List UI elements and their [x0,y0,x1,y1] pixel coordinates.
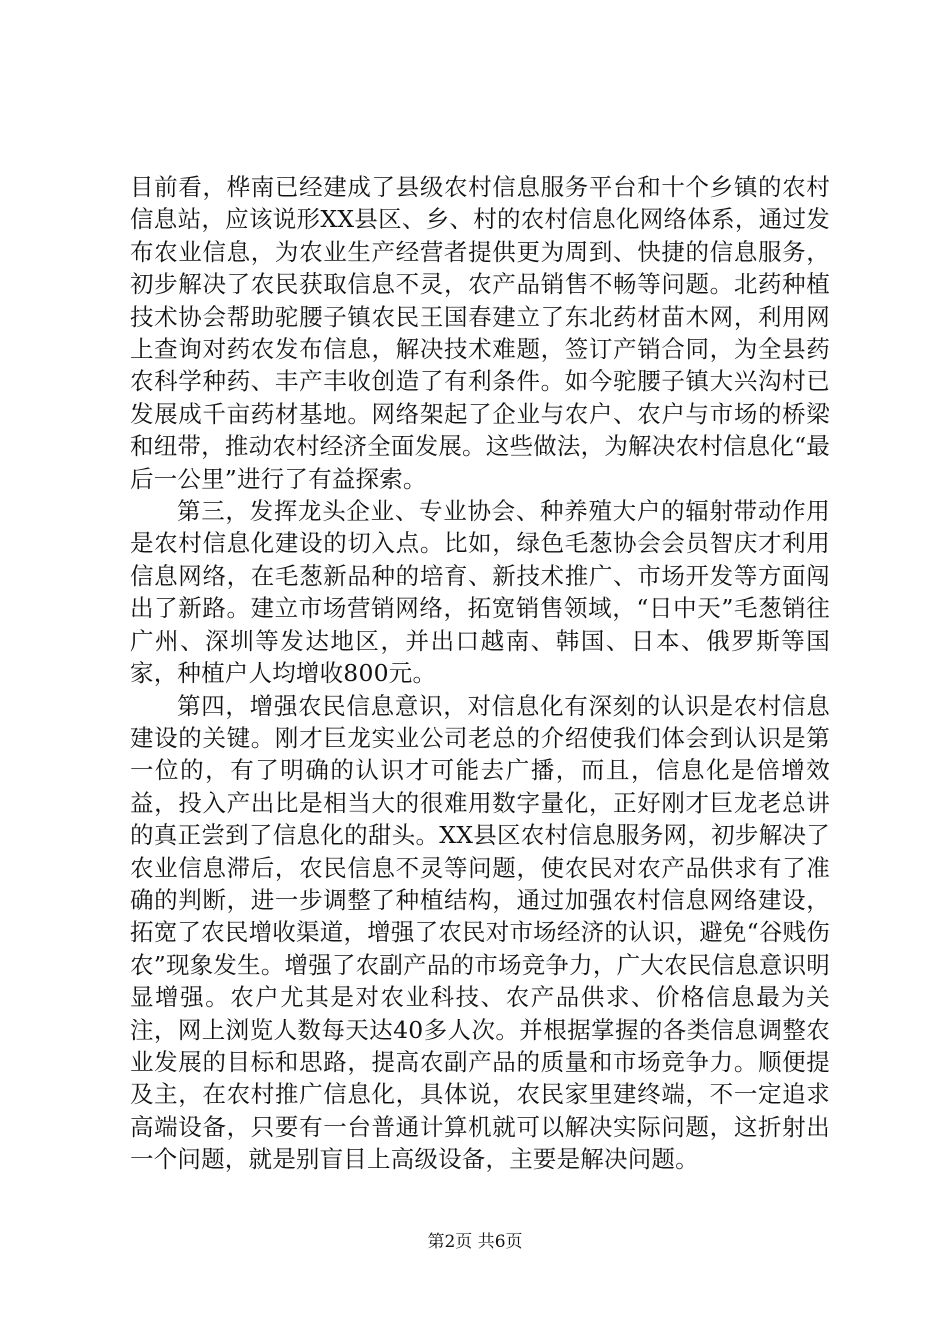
paragraph-continuation: 目前看，桦南已经建成了县级农村信息服务平台和十个乡镇的农村信息站，应该说形XX县区、乡、村的农村信息化网络体系，通过发布农业信息，为农业生产经营者提供更为周到、快捷的信息服务，初步解决了农民获取信息不灵，农产品销售不畅等问题。北药种植技术协会帮助驼腰子镇农民王国春建立了东北药材苗木网，利用网上查询对药农发布信息，解决技术难题，签订产销合同，为全县药农科学种药、丰产丰收创造了有利条件。如今驼腰子镇大兴沟村已发展成千亩药材基地。网络架起了企业与农户、农户与市场的桥梁和纽带，推动农村经济全面发展。这些做法，为解决农村信息化“最后一公里”进行了有益探索。 [130,173,830,493]
document-body [130,171,830,1176]
page-footer: 第2页 共6页 [427,1232,523,1252]
paragraph-fourth-point: 第四，增强农民信息意识，对信息化有深刻的认识是农村信息建设的关键。刚才巨龙实业公司老总的介绍使我们体会到认识是第一位的，有了明确的认识才可能去广播，而且，信息化是倍增效益，投入产出比是相当大的很难用数字量化，正好刚才巨龙老总讲的真正尝到了信息化的甜头。XX县区农村信息服务网，初步解决了农业信息滞后，农民信息不灵等问题，使农民对农产品供求有了准确的判断，进一步调整了种植结构，通过加强农村信息网络建设，拓宽了农民增收渠道，增强了农民对市场经济的认识，避免“谷贱伤农”现象发生。增强了农副产品的市场竞争力，广大农民信息意识明显增强。农户尤其是对农业科技、农产品供求、价格信息最为关注，网上浏览人数每天达40多人次。并根据掌握的各类信息调整农业发展的目标和思路，提高农副产品的质量和市场竞争力。顺便提及主，在农村推广信息化，具体说，农民家里建终端，不一定追求高端设备，只要有一台普通计算机就可以解决实际问题，这折射出一个问题，就是别盲目上高级设备，主要是解决问题。 [130,691,830,1174]
paragraph-third-point: 第三，发挥龙头企业、专业协会、种养殖大户的辐射带动作用是农村信息化建设的切入点。比如，绿色毛葱协会会员智庆才利用信息网络，在毛葱新品种的培育、新技术推广、市场开发等方面闯出了新路。建立市场营销网络，拓宽销售领域，“日中天”毛葱销往广州、深圳等发达地区，并出口越南、韩国、日本、俄罗斯等国家，种植户人均增收800元。 [130,497,830,688]
